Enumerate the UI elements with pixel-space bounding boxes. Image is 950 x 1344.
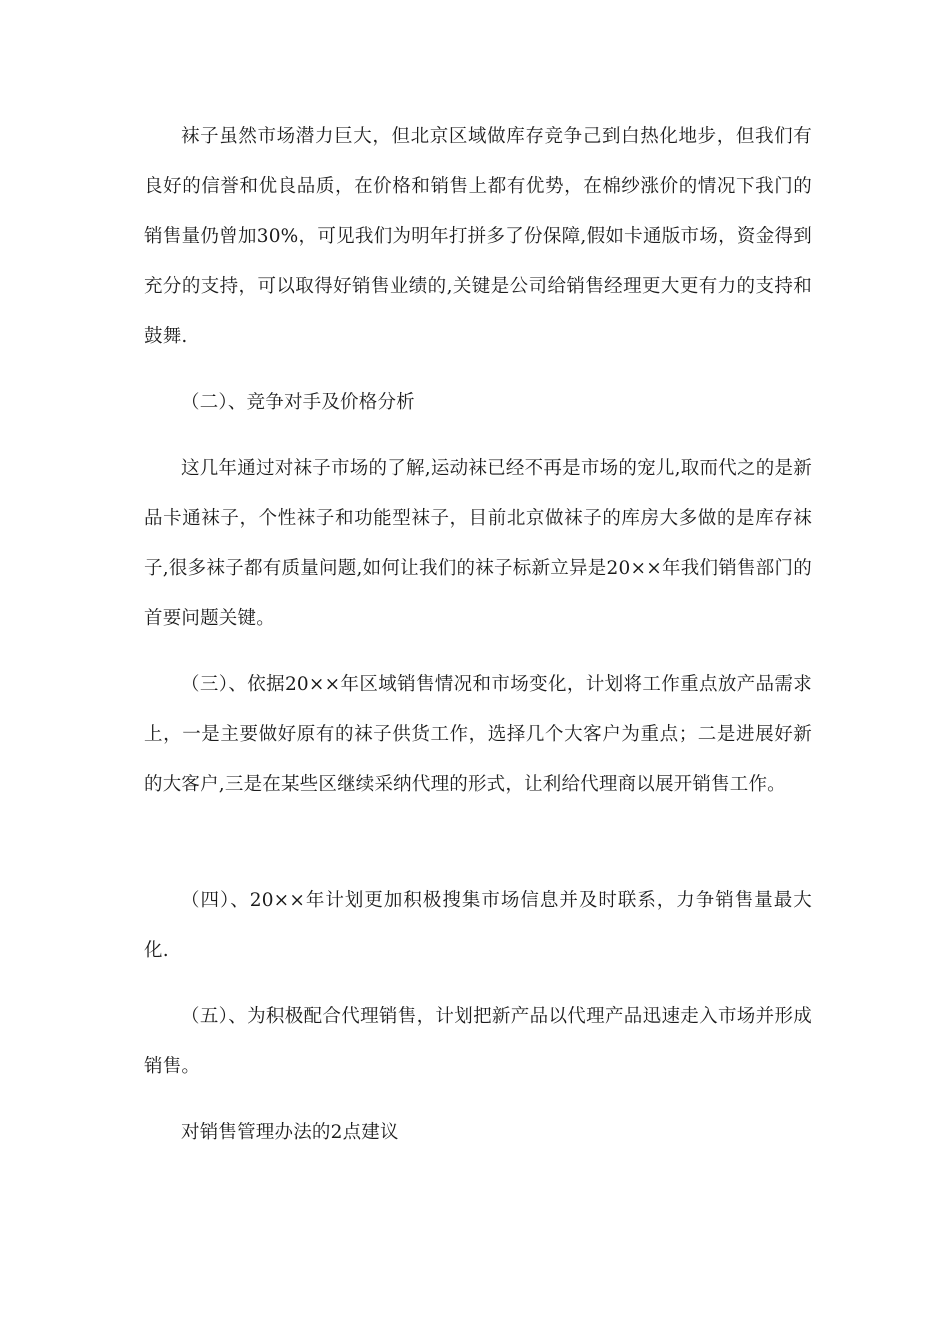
paragraph-market-potential: 袜子虽然市场潜力巨大，但北京区域做库存竞争己到白热化地步，但我们有良好的信誉和优良品质，在价格和销售上都有优势，在棉纱涨价的情况下我门的销售量仍曾加30%，可见我们为明年打拼多了份保障,假如卡通版市场，资金得到充分的支持，可以取得好销售业绩的,关键是公司给销售经理更大更有力的支持和鼓舞. — [144, 126, 812, 347]
section-heading-competition: （二）、竞争对手及价格分析 — [181, 392, 415, 413]
paragraph-market-info: （四）、20××年计划更加积极搜集市场信息并及时联系，力争销售量最大化. — [144, 890, 812, 961]
paragraph-sales-plan: （三）、依据20××年区域销售情况和市场变化，计划将工作重点放产品需求上，一是主要做好原有的袜子供货工作，选择几个大客户为重点；二是进展好新的大客户,三是在某些区继续采纳代理的形式，让利给代理商以展开销售工作。 — [144, 674, 812, 795]
paragraph-competition-analysis: 这几年通过对袜子市场的了解,运动袜已经不再是市场的宠儿,取而代之的是新品卡通袜子，个性袜子和功能型袜子，目前北京做袜子的库房大多做的是库存袜子,很多袜子都有质量问题,如何让我们的袜子标新立异是20××年我们销售部门的首要问题关键。 — [144, 458, 812, 629]
paragraph-agent-sales: （五）、为积极配合代理销售，计划把新产品以代理产品迅速走入市场并形成销售。 — [144, 1006, 812, 1077]
section-heading-suggestions: 对销售管理办法的2点建议 — [181, 1122, 399, 1143]
